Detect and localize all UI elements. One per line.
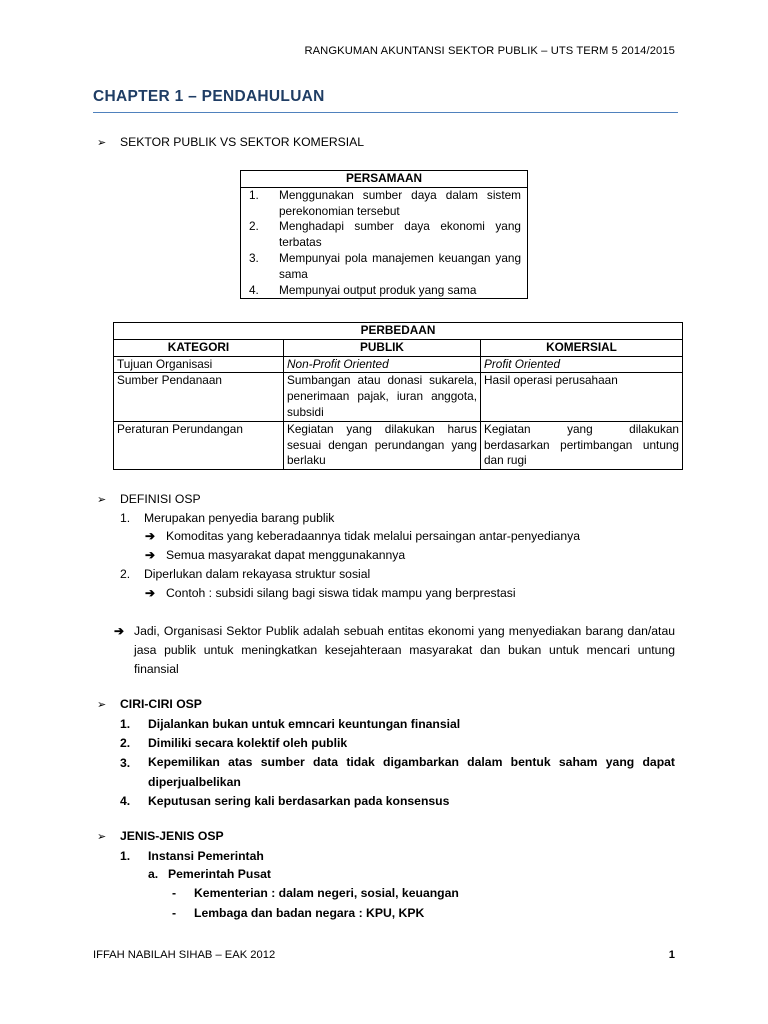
list-number: 2.: [241, 219, 277, 251]
dash-item-text: Kementerian : dalam negeri, sosial, keuangan: [194, 886, 459, 900]
chapter-title: CHAPTER 1 – PENDAHULUAN: [93, 88, 325, 105]
sub-item-text: Komoditas yang keberadaannya tidak melalui persaingan antar-penyedianya: [166, 529, 580, 543]
table-cell: Sumbangan atau donasi sukarela, penerimaan pajak, iuran anggota, subsidi: [284, 373, 481, 421]
sub-item-text: Semua masyarakat dapat menggunakannya: [166, 548, 406, 562]
list-text: Instansi Pemerintah: [148, 849, 264, 863]
list-text: Keputusan sering kali berdasarkan pada konsensus: [148, 794, 450, 808]
running-header: RANGKUMAN AKUNTANSI SEKTOR PUBLIK – UTS TERM 5 2014/2015: [304, 45, 675, 57]
list-text: Merupakan penyedia barang publik: [144, 511, 335, 525]
table-cell: Kegiatan yang dilakukan harus sesuai dengan perundangan yang berlaku: [284, 421, 481, 469]
bullet-icon: ➢: [97, 494, 107, 506]
section-heading: DEFINISI OSP: [120, 492, 201, 506]
dash-marker: -: [172, 906, 177, 920]
table-row: [241, 283, 528, 299]
column-header: KOMERSIAL: [481, 339, 683, 356]
list-number: 3.: [241, 251, 277, 283]
sub-item-text: Pemerintah Pusat: [168, 867, 271, 881]
list-number: 4.: [120, 794, 131, 808]
persamaan-table: [240, 170, 528, 299]
arrow-right-icon: ➔: [114, 624, 125, 638]
list-text: Mempunyai pola manajemen keuangan yang sama: [276, 251, 528, 283]
bullet-icon: ➢: [97, 831, 107, 843]
list-number: 2.: [120, 567, 131, 581]
section-heading: SEKTOR PUBLIK VS SEKTOR KOMERSIAL: [120, 135, 365, 149]
table-cell: Hasil operasi perusahaan: [481, 373, 683, 421]
list-number: 1.: [120, 849, 131, 863]
table-row: [114, 421, 683, 469]
list-number: 2.: [120, 736, 131, 750]
list-text: Kepemilikan atas sumber data tidak digambarkan dalam bentuk saham yang dapat diperjualbelikan: [148, 755, 675, 789]
list-number: 1.: [241, 187, 277, 219]
list-letter: a.: [148, 867, 159, 881]
dash-marker: -: [172, 886, 177, 900]
arrow-right-icon: ➔: [145, 548, 156, 562]
table-cell: Kegiatan yang dilakukan berdasarkan pertimbangan untung dan rugi: [481, 421, 683, 469]
table-row: [114, 356, 683, 373]
footer-author: IFFAH NABILAH SIHAB – EAK 2012: [93, 949, 276, 961]
arrow-right-icon: ➔: [145, 529, 156, 543]
table-header: PERBEDAAN: [114, 323, 683, 340]
table-cell: Profit Oriented: [481, 356, 683, 373]
table-header: PERSAMAAN: [241, 171, 528, 188]
section-heading: JENIS-JENIS OSP: [120, 829, 224, 843]
list-number: 1.: [120, 717, 131, 731]
table-row: [241, 219, 528, 251]
page-number: 1: [668, 949, 675, 961]
arrow-right-icon: ➔: [145, 586, 156, 600]
perbedaan-table: [113, 322, 683, 470]
table-row: [241, 187, 528, 219]
column-header: KATEGORI: [114, 339, 284, 356]
conclusion-paragraph: Jadi, Organisasi Sektor Publik adalah sebuah entitas ekonomi yang menyediakan barang dan/atau jasa publik untuk meningkatkan kesejahteraan masyarakat dan bukan untuk mencari untung finansial: [134, 624, 675, 676]
bullet-icon: ➢: [97, 699, 107, 711]
bullet-icon: ➢: [97, 137, 107, 149]
chapter-divider: [93, 112, 678, 113]
table-cell: Non-Profit Oriented: [284, 356, 481, 373]
section-heading: CIRI-CIRI OSP: [120, 697, 202, 711]
list-text: Mempunyai output produk yang sama: [276, 283, 528, 299]
list-text: Menghadapi sumber daya ekonomi yang terbatas: [276, 219, 528, 251]
table-cell: Peraturan Perundangan: [114, 421, 284, 469]
dash-item-text: Lembaga dan badan negara : KPU, KPK: [194, 906, 425, 920]
list-text: Dimiliki secara kolektif oleh publik: [148, 736, 348, 750]
table-cell: Sumber Pendanaan: [114, 373, 284, 421]
column-header: PUBLIK: [284, 339, 481, 356]
table-cell: Tujuan Organisasi: [114, 356, 284, 373]
list-number: 3.: [120, 756, 131, 770]
sub-item-text: Contoh : subsidi silang bagi siswa tidak mampu yang berprestasi: [166, 586, 516, 600]
list-number: 1.: [120, 511, 131, 525]
table-row: [114, 373, 683, 421]
list-text: Diperlukan dalam rekayasa struktur sosial: [144, 567, 371, 581]
list-text: Menggunakan sumber daya dalam sistem perekonomian tersebut: [276, 187, 528, 219]
table-row: [241, 251, 528, 283]
list-text: Dijalankan bukan untuk emncari keuntungan finansial: [148, 717, 461, 731]
list-number: 4.: [241, 283, 277, 299]
